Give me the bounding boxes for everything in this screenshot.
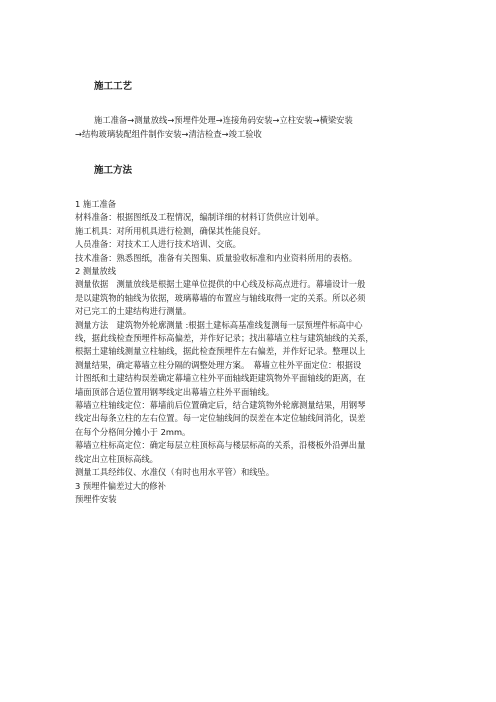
paragraph-line: 根据土建轴线测量立柱轴线，据此检查预埋件左右偏差，并作好记录。整理以上 <box>75 346 366 357</box>
paragraph-line: 计图纸和土建结构误差确定幕墙立柱外平面轴线距建筑物外平面轴线的距离，在 <box>75 373 366 384</box>
section-3 <box>75 480 421 507</box>
paragraph-line: 是以建筑物的轴线为依据，玻璃幕墙的布置应与轴线取得一定的关系。所以必须 <box>75 292 366 303</box>
paragraph-line: 在每个分格间分摊小于 2mm。 <box>75 426 191 437</box>
paragraph-line: 施工机具：对所用机具进行检测，确保其性能良好。 <box>75 225 266 236</box>
process-flow-line-2 <box>75 128 421 141</box>
paragraph-line: 测量依据 测量放线是根据土建单位提供的中心线及标高点进行。幕墙设计一般 <box>75 279 366 290</box>
process-flow-line-1: 施工准备→测量放线→预埋件处理→连接角码安装→立柱安装→横梁安装 <box>94 115 353 125</box>
paragraph-line: 线，据此线检查预埋件标高偏差，并作好记录；找出幕墙立柱与建筑轴线的关系， <box>75 333 374 344</box>
paragraph-line: 材料准备：根据图纸及工程情况，编制详细的材料订货供应计划单。 <box>75 212 324 223</box>
section-1 <box>75 198 421 265</box>
section-title: 3 预埋件偏差过大的修补 <box>75 481 166 491</box>
section-title: 2 测量放线 <box>75 266 117 276</box>
heading-construction-method: 施工方法 <box>94 165 133 176</box>
paragraph-line: 线定出每条立柱的左右位置。每一定位轴线间的误差在本定位轴线间消化，误差 <box>75 413 366 424</box>
paragraph-line: 对已完工的土建结构进行测量。 <box>75 306 192 317</box>
paragraph-line: 人员准备：对技术工人进行技术培训、交底。 <box>75 239 241 250</box>
heading-construction-process: 施工工艺 <box>94 81 133 92</box>
paragraph-line: 测量工具经纬仪、水准仪（有时也用水平管）和线坠。 <box>75 467 275 478</box>
process-flow-text: →结构玻璃装配组件制作安装→清洁检查→竣工验收 <box>75 129 262 139</box>
paragraph-line: 幕墙立柱轴线定位：幕墙前后位置确定后，结合建筑物外轮廓测量结果，用钢琴 <box>75 400 366 411</box>
paragraph-line: 墙面顶部合适位置用钢琴线定出幕墙立柱外平面轴线。 <box>75 386 275 397</box>
paragraph-line: 幕墙立柱标高定位：确定每层立柱顶标高与楼层标高的关系，沿楼板外沿弹出量 <box>75 440 366 451</box>
section-2 <box>75 265 421 480</box>
paragraph-line: 测量方法 建筑物外轮廓测量 :根据土建标高基准线复测每一层预埋件标高中心 <box>75 319 363 330</box>
paragraph-line: 技术准备：熟悉图纸，准备有关图集、质量验收标准和内业资料所用的表格。 <box>75 252 358 263</box>
paragraph-line: 预埋件安装 <box>75 494 117 505</box>
paragraph-line: 线定出立柱顶标高线。 <box>75 453 158 464</box>
paragraph-line: 测量结果，确定幕墙立柱分隔的调整处理方案。 幕墙立柱外平面定位：根据设 <box>75 359 362 370</box>
section-title: 1 施工准备 <box>75 199 117 209</box>
